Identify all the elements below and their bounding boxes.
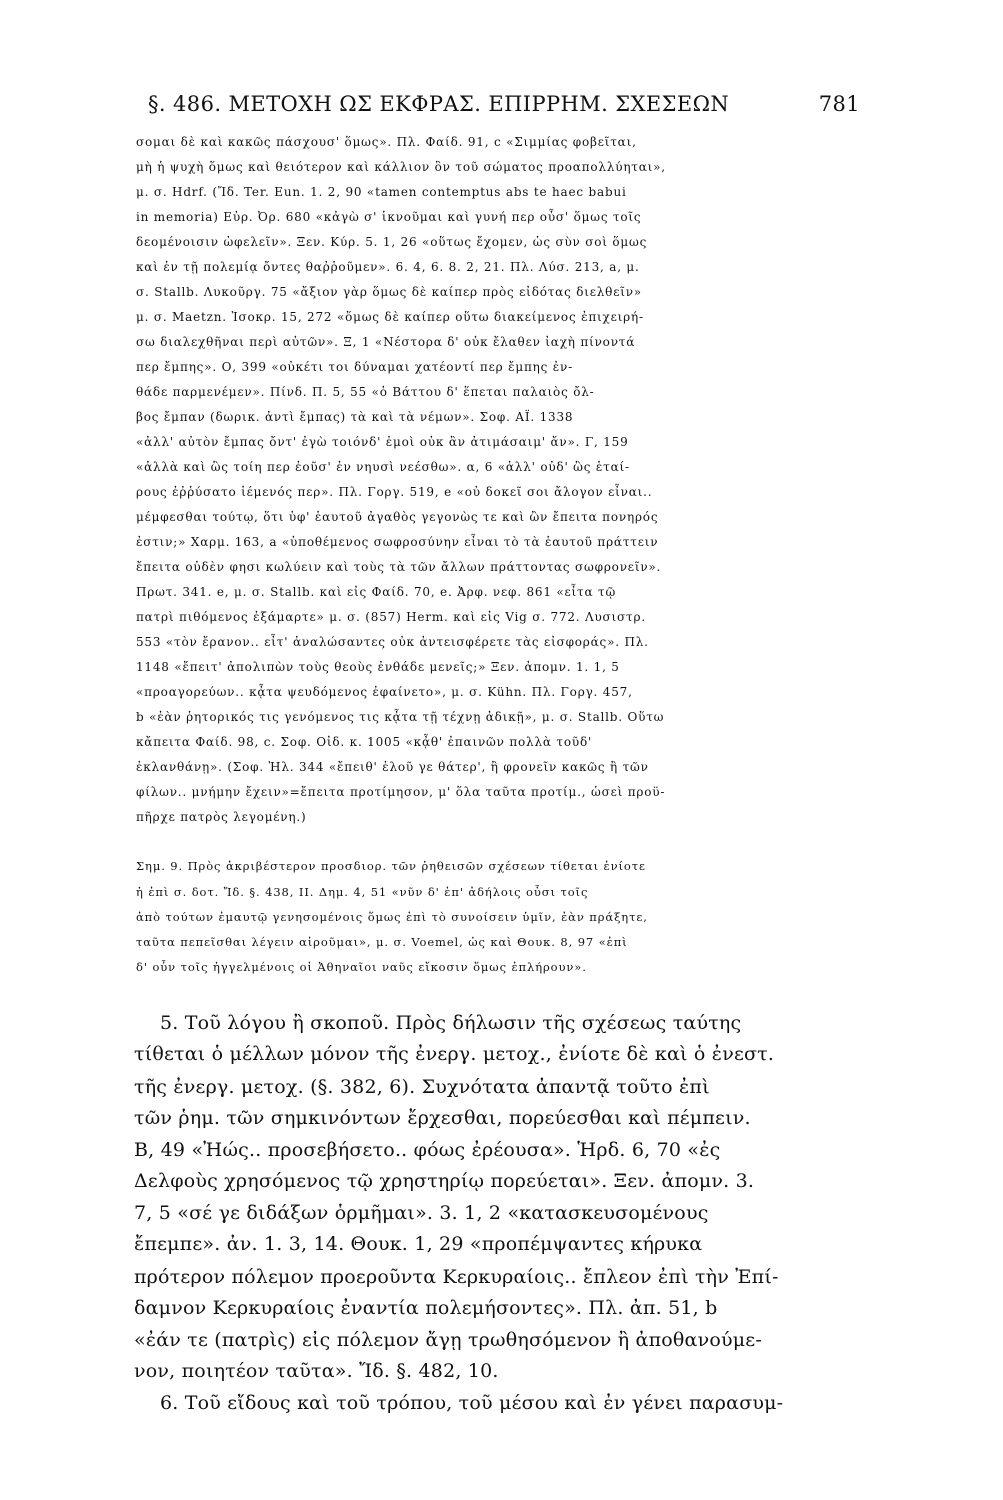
main-text-line: δαμνον Κερκυραίοις ἐναντία πολεμήσοντες». Πλ. ἀπ. 51, b (134, 1297, 718, 1319)
main-text-line: ἔπεμπε». ἀν. 1. 3, 14. Θουκ. 1, 29 «προπέμψαντες κήρυκα (134, 1233, 703, 1255)
running-header (148, 92, 860, 126)
main-text-line: 6. Τοῦ εἴδους καὶ τοῦ τρόπου, τοῦ μέσου καὶ ἐν γένει παρασυμ- (160, 1392, 784, 1414)
footnote-line: ρους ἐῤῥύσατο ἱέμενός περ». Πλ. Γοργ. 519, e «οὐ δοκεῖ σοι ἄλογον εἶναι.. (136, 485, 653, 499)
footnote-line: κἄπειτα Φαίδ. 98, c. Σοφ. Οἰδ. κ. 1005 «κᾆθ' ἐπαινῶν πολλὰ τοῦδ' (136, 735, 593, 749)
main-text-line: τίθεται ὁ μέλλων μόνον τῆς ἐνεργ. μετοχ., ἐνίοτε δὲ καὶ ὁ ἐνεστ. (134, 1043, 775, 1065)
footnote-line: φίλων.. μνήμην ἔχειν»=ἔπειτα προτίμησον, μ' ὅλα ταῦτα προτίμ., ὡσεὶ προϋ- (136, 785, 666, 799)
footnote-line: 1148 «ἔπειτ' ἀπολιπὼν τοὺς θεοὺς ἐνθάδε μενεῖς;» Ξεν. ἀπομν. 1. 1, 5 (136, 660, 620, 674)
main-text-line: «ἐάν τε (πατρὶς) εἰς πόλεμον ἄγῃ τρωθησόμενον ἢ ἀποθανούμε- (134, 1329, 762, 1351)
footnote-line: μ. σ. Hdrf. (Ἴδ. Ter. Eun. 1. 2, 90 «tamen contemptus abs te haec babui (136, 185, 627, 199)
main-text-line: νον, ποιητέον ταῦτα». Ἴδ. §. 482, 10. (134, 1360, 499, 1382)
footnote-line: «προαγορεύων.. κᾆτα ψευδόμενος ἐφαίνετο», μ. σ. Kühn. Πλ. Γοργ. 457, (136, 685, 633, 699)
footnote-line: πατρὶ πιθόμενος ἐξάμαρτε» μ. σ. (857) Herm. καὶ εἰς Vig σ. 772. Λυσιστρ. (136, 610, 646, 624)
note-line: ἀπὸ τούτων ἐμαυτῷ γενησομένοις ὅμως ἐπὶ τὸ συνοίσειν ὑμῖν, ἐὰν πράξητε, (136, 910, 648, 924)
footnote-line: «ἀλλὰ καὶ ὣς τοίη περ ἐοῦσ' ἐν νηυσὶ νεέσθω». α, 6 «ἀλλ' οὐδ' ὣς ἑταί- (136, 460, 630, 474)
footnote-line: ἔπειτα οὐδὲν φησι κωλύειν καὶ τοὺς τὰ τῶν ἄλλων πράττοντας σωφρονεῖν». (136, 560, 662, 574)
footnote-line: 553 «τὸν ἔρανον.. εἶτ' ἀναλώσαντες οὐκ ἀντεισφέρετε τὰς εἰσφοράς». Πλ. (136, 635, 649, 649)
main-text-line: 5. Τοῦ λόγου ἢ σκοποῦ. Πρὸς δήλωσιν τῆς σχέσεως ταύτης (160, 1012, 742, 1034)
footnote-line: Πρωτ. 341. e, μ. σ. Stallb. καὶ εἰς Φαίδ. 70, e. Ἀρφ. νεφ. 861 «εἶτα τῷ (136, 585, 617, 599)
main-text-line: τῶν ῥημ. τῶν σημκινόντων ἔρχεσθαι, πορεύεσθαι καὶ πέμπειν. (134, 1107, 751, 1129)
footnote-line: περ ἔμπης». Ο, 399 «οὐκέτι τοι δύναμαι χατέοντί περ ἔμπης ἐν- (136, 360, 573, 374)
footnote-line: σω διαλεχθῆναι περὶ αὐτῶν». Ξ, 1 «Νέστορα δ' οὐκ ἔλαθεν ἰαχὴ πίνοντά (136, 335, 636, 349)
main-text-line: 7, 5 «σέ γε διδάξων ὁρμῆμαι». 3. 1, 2 «κατασκευσομένους (134, 1202, 709, 1224)
footnote-line: ἐστιν;» Χαρμ. 163, a «ὑποθέμενος σωφροσύνην εἶναι τὸ τὰ ἑαυτοῦ πράττειν (136, 535, 659, 549)
note-line: ταῦτα πεπεῖσθαι λέγειν αἱροῦμαι», μ. σ. Voemel, ὡς καὶ Θουκ. 8, 97 «ἐπὶ (136, 935, 628, 949)
footnote-line: μὴ ἡ ψυχὴ ὅμως καὶ θειότερον καὶ κάλλιον ὃν τοῦ σώματος προαπολλύηται», (136, 160, 666, 174)
footnote-line: δεομένοισιν ὠφελεῖν». Ξεν. Κύρ. 5. 1, 26 «οὕτως ἔχομεν, ὡς σὺν σοὶ ὅμως (136, 235, 648, 249)
footnote-line: καὶ ἐν τῇ πολεμίᾳ ὄντες θαῤῥοῦμεν». 6. 4, 6. 8. 2, 21. Πλ. Λύσ. 213, a, μ. (136, 260, 640, 274)
section-title: §. 486. ΜΕΤΟΧΗ ΩΣ ΕΚΦΡΑΣ. ΕΠΙΡΡΗΜ. ΣΧΕΣΕΩΝ (148, 92, 730, 116)
main-text-line: Δελφοὺς χρησόμενος τῷ χρηστηρίῳ πορεύεται». Ξεν. ἀπομν. 3. (134, 1170, 755, 1192)
footnote-line: σ. Stallb. Λυκοῦργ. 75 «ἄξιον γὰρ ὅμως δὲ καίπερ πρὸς εἰδότας διελθεῖν» (136, 285, 642, 299)
footnote-line: ἐκλανθάνῃ». (Σοφ. Ἠλ. 344 «ἔπειθ' ἑλοῦ γε θάτερ', ἢ φρονεῖν κακῶς ἢ τῶν (136, 760, 649, 774)
footnote-line: b «ἐὰν ῥητορικός τις γενόμενος τις κᾆτα τῇ τέχνῃ ἀδικῇ», μ. σ. Stallb. Οὕτω (136, 710, 665, 724)
main-text-line: Β, 49 «Ἠώς.. προσεβήσετο.. φόως ἐρέουσα». Ἡρδ. 6, 70 «ἐς (134, 1139, 721, 1161)
footnote-line: μ. σ. Maetzn. Ἰσοκρ. 15, 272 «ὅμως δὲ καίπερ οὕτω διακείμενος ἐπιχειρή- (136, 310, 644, 324)
footnote-line: «ἀλλ' αὐτὸν ἔμπας ὄντ' ἐγὼ τοιόνδ' ἐμοὶ οὐκ ἂν ἀτιμάσαιμ' ἄν». Γ, 159 (136, 435, 629, 449)
footnote-line: in memoria) Εὐρ. Ὀρ. 680 «κἀγὼ σ' ἱκνοῦμαι καὶ γυνή περ οὖσ' ὅμως τοῖς (136, 210, 642, 224)
note-line: ἡ ἐπὶ σ. δοτ. Ἴδ. §. 438, II. Δημ. 4, 51 «νῦν δ' ἐπ' ἀδήλοις οὖσι τοῖς (136, 885, 589, 899)
footnote-line: βος ἔμπαν (δωρικ. ἀντὶ ἔμπας) τὰ καὶ τὰ νέμων». Σοφ. ΑΪ. 1338 (136, 410, 574, 424)
footnote-line: θάδε παρμενέμεν». Πίνδ. Π. 5, 55 «ὁ Βάττου δ' ἕπεται παλαιὸς ὄλ- (136, 385, 595, 399)
note-line: Σημ. 9. Πρὸς ἀκριβέστερον προσδιορ. τῶν ῥηθεισῶν σχέσεων τίθεται ἐνίοτε (136, 859, 646, 873)
main-text-line: πρότερον πόλεμον προεροῦντα Κερκυραίοις.. ἔπλεον ἐπὶ τὴν Ἐπί- (134, 1266, 779, 1288)
note-line: δ' οὖν τοῖς ἠγγελμένοις οἱ Ἀθηναῖοι ναῦς εἴκοσιν ὅμως ἐπλήρουν». (136, 960, 587, 974)
footnote-line: μέμφεσθαι τούτῳ, ὅτι ὑφ' ἑαυτοῦ ἀγαθὸς γεγονὼς τε καὶ ὢν ἔπειτα πονηρός (136, 510, 659, 524)
footnote-line: πῆρχε πατρὸς λεγομένη.) (136, 810, 307, 824)
footnote-line: σομαι δὲ καὶ κακῶς πάσχουσ' ὅμως». Πλ. Φαίδ. 91, c «Σιμμίας φοβεῖται, (136, 135, 637, 149)
page-number: 781 (818, 92, 860, 116)
main-text-line: τῆς ἐνεργ. μετοχ. (§. 382, 6). Συχνότατα ἀπαντᾷ τοῦτο ἐπὶ (134, 1076, 710, 1098)
